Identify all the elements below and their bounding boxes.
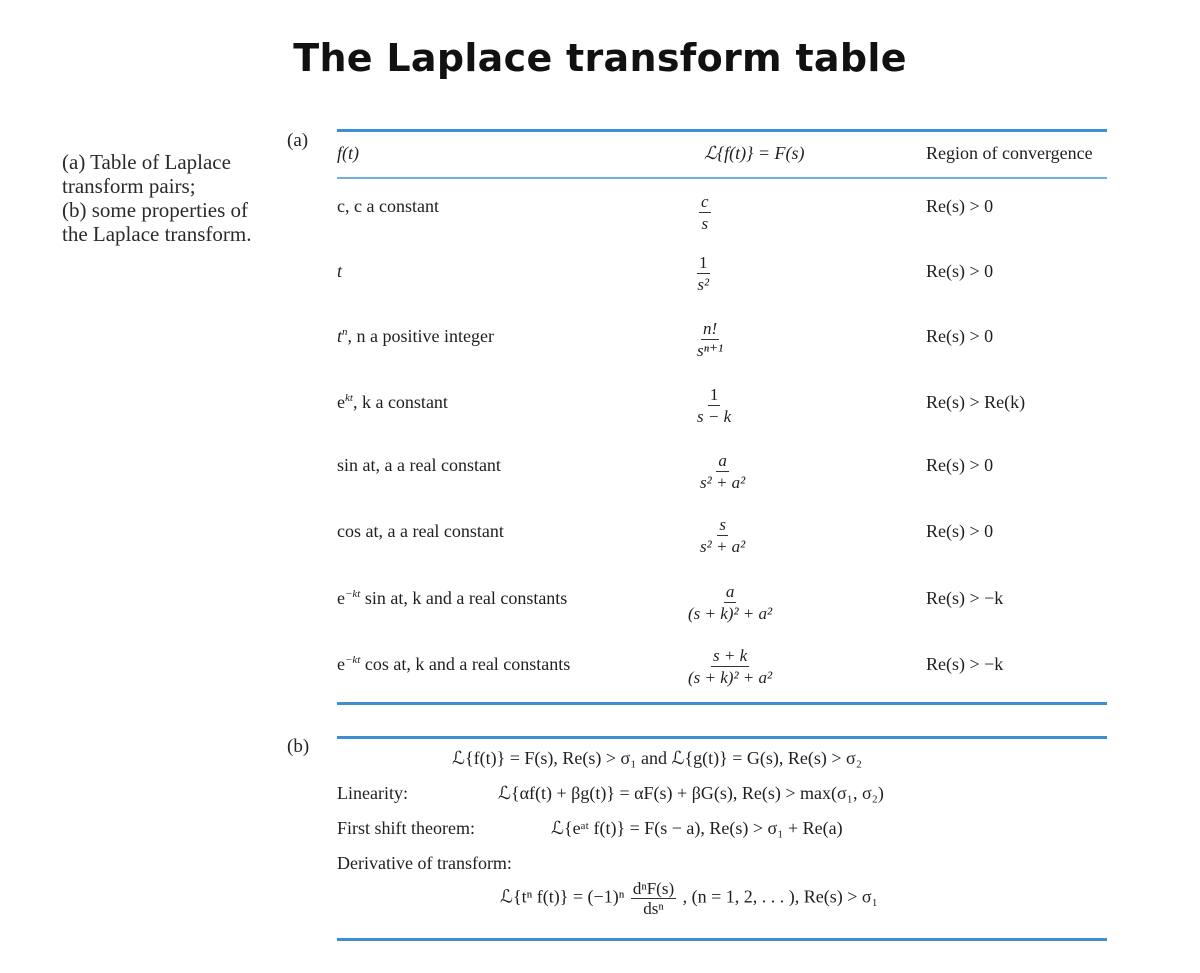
table-row-roc: Re(s) > 0 (926, 455, 994, 475)
table-row-roc: Re(s) > 0 (926, 521, 994, 541)
linearity-formula: ℒ{αf(t) + βg(t)} = αF(s) + βG(s), Re(s) > max(σ₁, σ₂) (498, 783, 884, 803)
first-shift-formula: ℒ{eᵃᵗ f(t)} = F(s − a), Re(s) > σ₁ + Re(a) (551, 818, 843, 838)
table-row-f (337, 654, 570, 675)
fraction-denominator: s² + a² (700, 473, 746, 492)
fraction-denominator: dsⁿ (643, 899, 664, 918)
part-b-label: (b) (287, 736, 310, 757)
header-roc: Region of convergence (926, 143, 1093, 163)
table-row-f (337, 392, 448, 413)
f-superscript: n (342, 326, 348, 338)
figure-caption (62, 150, 282, 246)
table-row-transform (688, 583, 772, 622)
properties-premise: ℒ{f(t)} = F(s), Re(s) > σ₁ and ℒ{g(t)} = G(s), Re(s) > σ₂ (452, 748, 862, 768)
f-superscript: kt (345, 392, 353, 404)
fraction-denominator: s² (697, 275, 710, 294)
part-a-label: (a) (287, 130, 309, 151)
caption-line: transform pairs; (62, 174, 196, 198)
derivative-formula (500, 880, 878, 917)
properties-bottom-rule (337, 938, 1107, 941)
derivative-rhs: , (n = 1, 2, . . . ), Re(s) > σ₁ (682, 886, 878, 907)
fraction-denominator: s (701, 214, 709, 233)
f-description: sin at, k and a real constants (360, 588, 568, 608)
fraction-numerator: a (725, 582, 735, 601)
fraction-denominator: (s + k)² + a² (688, 604, 773, 623)
f-base: e (337, 392, 345, 412)
caption-line: the Laplace transform. (62, 222, 252, 246)
table-row-f (337, 588, 567, 609)
f-description: , n a positive integer (347, 326, 494, 346)
linearity-label: Linearity: (337, 783, 408, 803)
table-row-f: sin at, a a real constant (337, 455, 501, 475)
table-row-transform (697, 386, 731, 425)
header-f: f(t) (337, 143, 359, 163)
table-row-transform (688, 647, 772, 686)
fraction-numerator: a (718, 451, 727, 470)
f-base: t (337, 326, 343, 346)
first-shift-label: First shift theorem: (337, 818, 475, 838)
caption-line: (a) Table of Laplace (62, 150, 231, 174)
table-header-rule (337, 177, 1107, 179)
derivative-label: Derivative of transform: (337, 853, 512, 873)
table-row-f: cos at, a a real constant (337, 521, 504, 541)
f-superscript: −kt (345, 588, 361, 600)
table-row-roc: Re(s) > 0 (926, 261, 994, 281)
f-description: , k a constant (352, 392, 448, 412)
f-description: cos at, k and a real constants (360, 654, 571, 674)
page-title: The Laplace transform table (293, 36, 907, 80)
fraction-denominator: (s + k)² + a² (688, 668, 773, 687)
fraction-numerator: s + k (712, 646, 748, 665)
fraction-numerator: 1 (699, 253, 708, 272)
fraction-denominator: sⁿ⁺¹ (697, 341, 724, 360)
fraction-numerator: 1 (709, 385, 719, 404)
fraction-numerator: c (701, 192, 709, 211)
table-row-transform (699, 193, 711, 232)
table-row-transform (700, 516, 745, 555)
fraction-numerator: dⁿF(s) (632, 879, 675, 898)
fraction-denominator: s² + a² (700, 537, 746, 556)
derivative-lhs: ℒ{tⁿ f(t)} = (−1)ⁿ (500, 886, 625, 907)
f-base: e (337, 588, 345, 608)
table-top-rule (337, 129, 1107, 132)
table-row-roc: Re(s) > 0 (926, 196, 994, 216)
table-row-f: c, c a constant (337, 196, 439, 216)
table-row-roc: Re(s) > −k (926, 654, 1004, 674)
f-superscript: −kt (345, 654, 361, 666)
fraction-denominator: s − k (697, 407, 732, 426)
table-bottom-rule (337, 702, 1107, 705)
f-base: e (337, 654, 345, 674)
caption-line: (b) some properties of (62, 198, 249, 222)
table-row-transform (697, 320, 723, 359)
table-row-transform (700, 452, 745, 491)
table-row-f (337, 326, 494, 347)
fraction-numerator: s (719, 515, 726, 534)
table-row-roc: Re(s) > Re(k) (926, 392, 1026, 412)
derivative-fraction (631, 880, 676, 917)
table-row-f: t (337, 261, 343, 281)
table-row-roc: Re(s) > 0 (926, 326, 994, 346)
table-row-roc: Re(s) > −k (926, 588, 1004, 608)
fraction-numerator: n! (702, 319, 718, 338)
header-transform: ℒ{f(t)} = F(s) (704, 143, 805, 163)
table-row-transform (697, 254, 710, 293)
properties-top-rule (337, 736, 1107, 739)
